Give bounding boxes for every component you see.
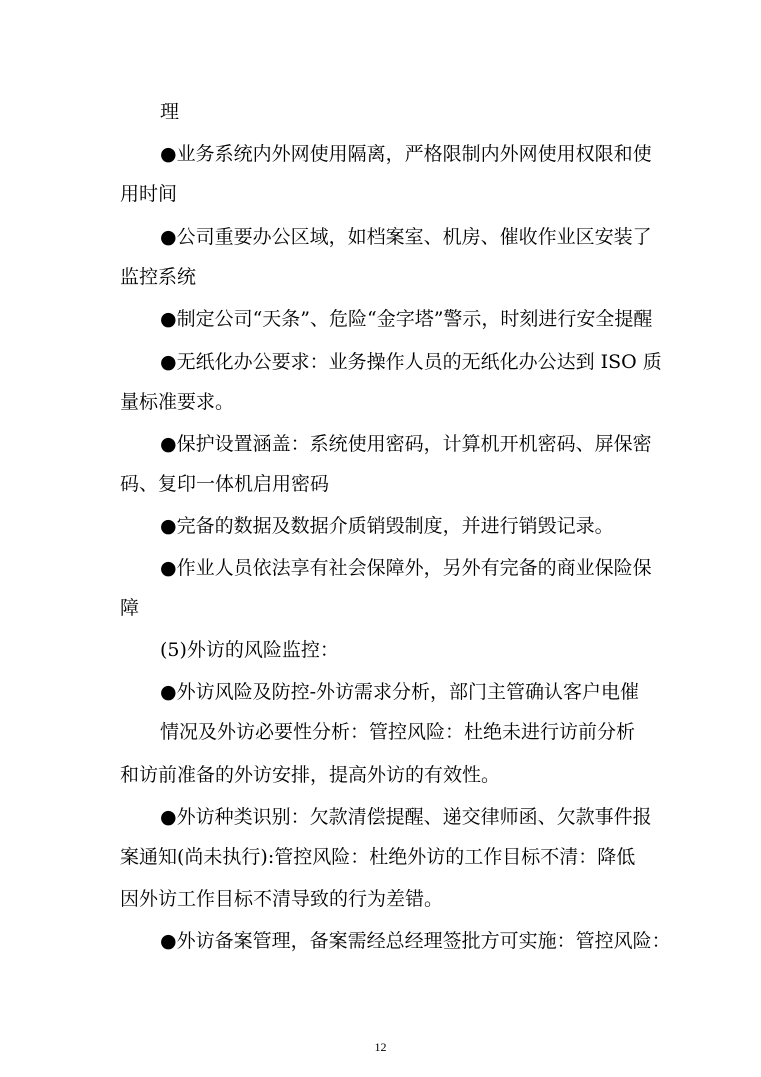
text-line: 理 bbox=[160, 101, 180, 123]
text-line: 码、复印一体机启用密码 bbox=[120, 473, 330, 495]
text-line: ●公司重要办公区域，如档案室、机房、催收作业区安装了 bbox=[160, 226, 652, 248]
text-line: ●外访风险及防控-外访需求分析，部门主管确认客户电催 bbox=[160, 681, 639, 703]
text-line: ●外访种类识别：欠款清偿提醒、递交律师函、欠款事件报 bbox=[160, 806, 652, 828]
text-line: ●作业人员依法享有社会保障外，另外有完备的商业保险保 bbox=[160, 557, 652, 579]
text-line: 监控系统 bbox=[120, 266, 197, 288]
page-number: 12 bbox=[374, 1040, 387, 1054]
text-line: 用时间 bbox=[120, 183, 178, 205]
text-line: ●业务系统内外网使用隔离，严格限制内外网使用权限和使 bbox=[160, 143, 652, 165]
section-heading: (5)外访的风险监控： bbox=[160, 639, 339, 661]
text-line: ●无纸化办公要求：业务操作人员的无纸化办公达到 ISO 质 bbox=[160, 351, 662, 373]
text-line: 量标准要求。 bbox=[120, 391, 235, 413]
text-line: ●完备的数据及数据介质销毁制度，并进行销毁记录。 bbox=[160, 515, 614, 537]
text-line: 情况及外访必要性分析：管控风险：杜绝未进行访前分析 bbox=[160, 721, 636, 743]
text-line: 障 bbox=[120, 597, 140, 619]
text-line: ●制定公司“天条”、危险“金字塔”警示，时刻进行安全提醒 bbox=[160, 308, 653, 330]
text-line: 和访前准备的外访安排，提高外访的有效性。 bbox=[120, 764, 501, 786]
text-line: 因外访工作目标不清导致的行为差错。 bbox=[120, 888, 444, 910]
text-line: ●外访备案管理，备案需经总经理签批方可实施：管控风险： bbox=[160, 930, 671, 952]
text-line: ●保护设置涵盖：系统使用密码，计算机开机密码、屏保密 bbox=[160, 433, 652, 455]
text-line: 案通知(尚未执行):管控风险：杜绝外访的工作目标不清：降低 bbox=[120, 846, 636, 868]
